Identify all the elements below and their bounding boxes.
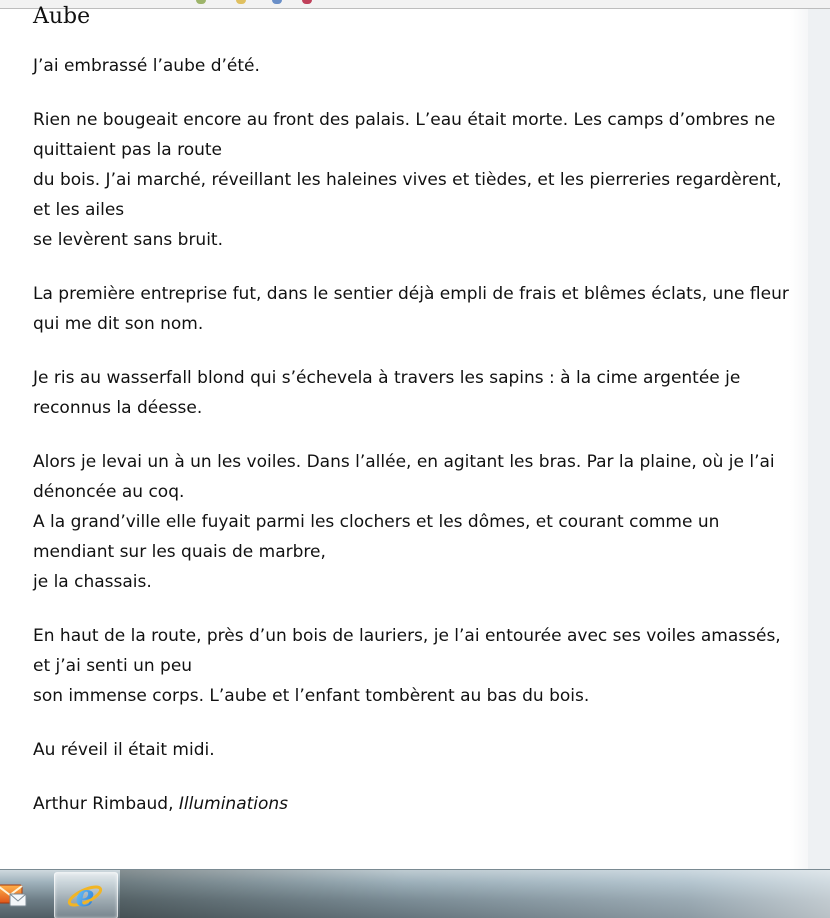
poem-line: son immense corps. L’aube et l’enfant tombèrent au bas du bois. — [33, 686, 590, 706]
poem-line: et j’ai senti un peu — [33, 656, 193, 676]
taskbar — [0, 869, 830, 918]
poem-line: A la grand’ville elle fuyait parmi les clochers et les dômes, et courant comme un — [33, 512, 720, 532]
taskbar-background — [120, 870, 830, 918]
poem-attribution — [33, 789, 793, 819]
poem-body — [33, 51, 793, 765]
taskbar-ie-button[interactable] — [54, 872, 118, 918]
poem-line: je la chassais. — [33, 572, 152, 592]
poem-line: du bois. J’ai marché, réveillant les haleines vives et tièdes, et les pierreries regardèrent, — [33, 170, 782, 190]
taskbar-mail-button[interactable] — [0, 872, 40, 917]
toolbar-icon-fragment — [302, 0, 312, 4]
mail-icon — [0, 882, 28, 908]
poem-line: En haut de la route, près d’un bois de lauriers, je l’ai entourée avec ses voiles amassés, — [33, 626, 781, 646]
svg-text:e: e — [75, 879, 95, 914]
poem-line: reconnus la déesse. — [33, 398, 203, 418]
poem-line: Rien ne bougeait encore au front des palais. L’eau était morte. Les camps d’ombres ne — [33, 110, 776, 130]
poem-line: se levèrent sans bruit. — [33, 230, 223, 250]
poem-paragraph — [33, 363, 793, 423]
poem-line: mendiant sur les quais de marbre, — [33, 542, 326, 562]
toolbar-icon-fragment — [272, 0, 282, 4]
poem-paragraph — [33, 279, 793, 339]
poem-line: qui me dit son nom. — [33, 314, 204, 334]
poem-line: quittaient pas la route — [33, 140, 222, 160]
poem-paragraph — [33, 105, 793, 255]
toolbar-icon-fragment — [236, 0, 246, 4]
poem-title: Aube — [33, 4, 91, 29]
poem-line: et les ailes — [33, 200, 125, 220]
poem-paragraph — [33, 51, 793, 81]
poem-work-title: Illuminations — [178, 794, 289, 814]
page-right-edge — [790, 9, 830, 869]
internet-explorer-icon — [67, 878, 103, 914]
poem-paragraph — [33, 735, 793, 765]
toolbar-icon-fragment — [196, 0, 206, 4]
poem-line: Je ris au wasserfall blond qui s’échevela à travers les sapins : à la cime argentée je — [33, 368, 741, 388]
poem-line: Alors je levai un à un les voiles. Dans l’allée, en agitant les bras. Par la plaine, où je l’ai — [33, 452, 775, 472]
poem-line: J’ai embrassé l’aube d’été. — [33, 56, 260, 76]
poem-paragraph — [33, 621, 793, 711]
poem-content — [33, 5, 793, 819]
poem-paragraph — [33, 447, 793, 597]
poem-line: dénoncée au coq. — [33, 482, 185, 502]
poem-line: La première entreprise fut, dans le sentier déjà empli de frais et blêmes éclats, une fleur — [33, 284, 789, 304]
poem-author: Arthur Rimbaud, — [33, 794, 174, 814]
poem-line: Au réveil il était midi. — [33, 740, 215, 760]
